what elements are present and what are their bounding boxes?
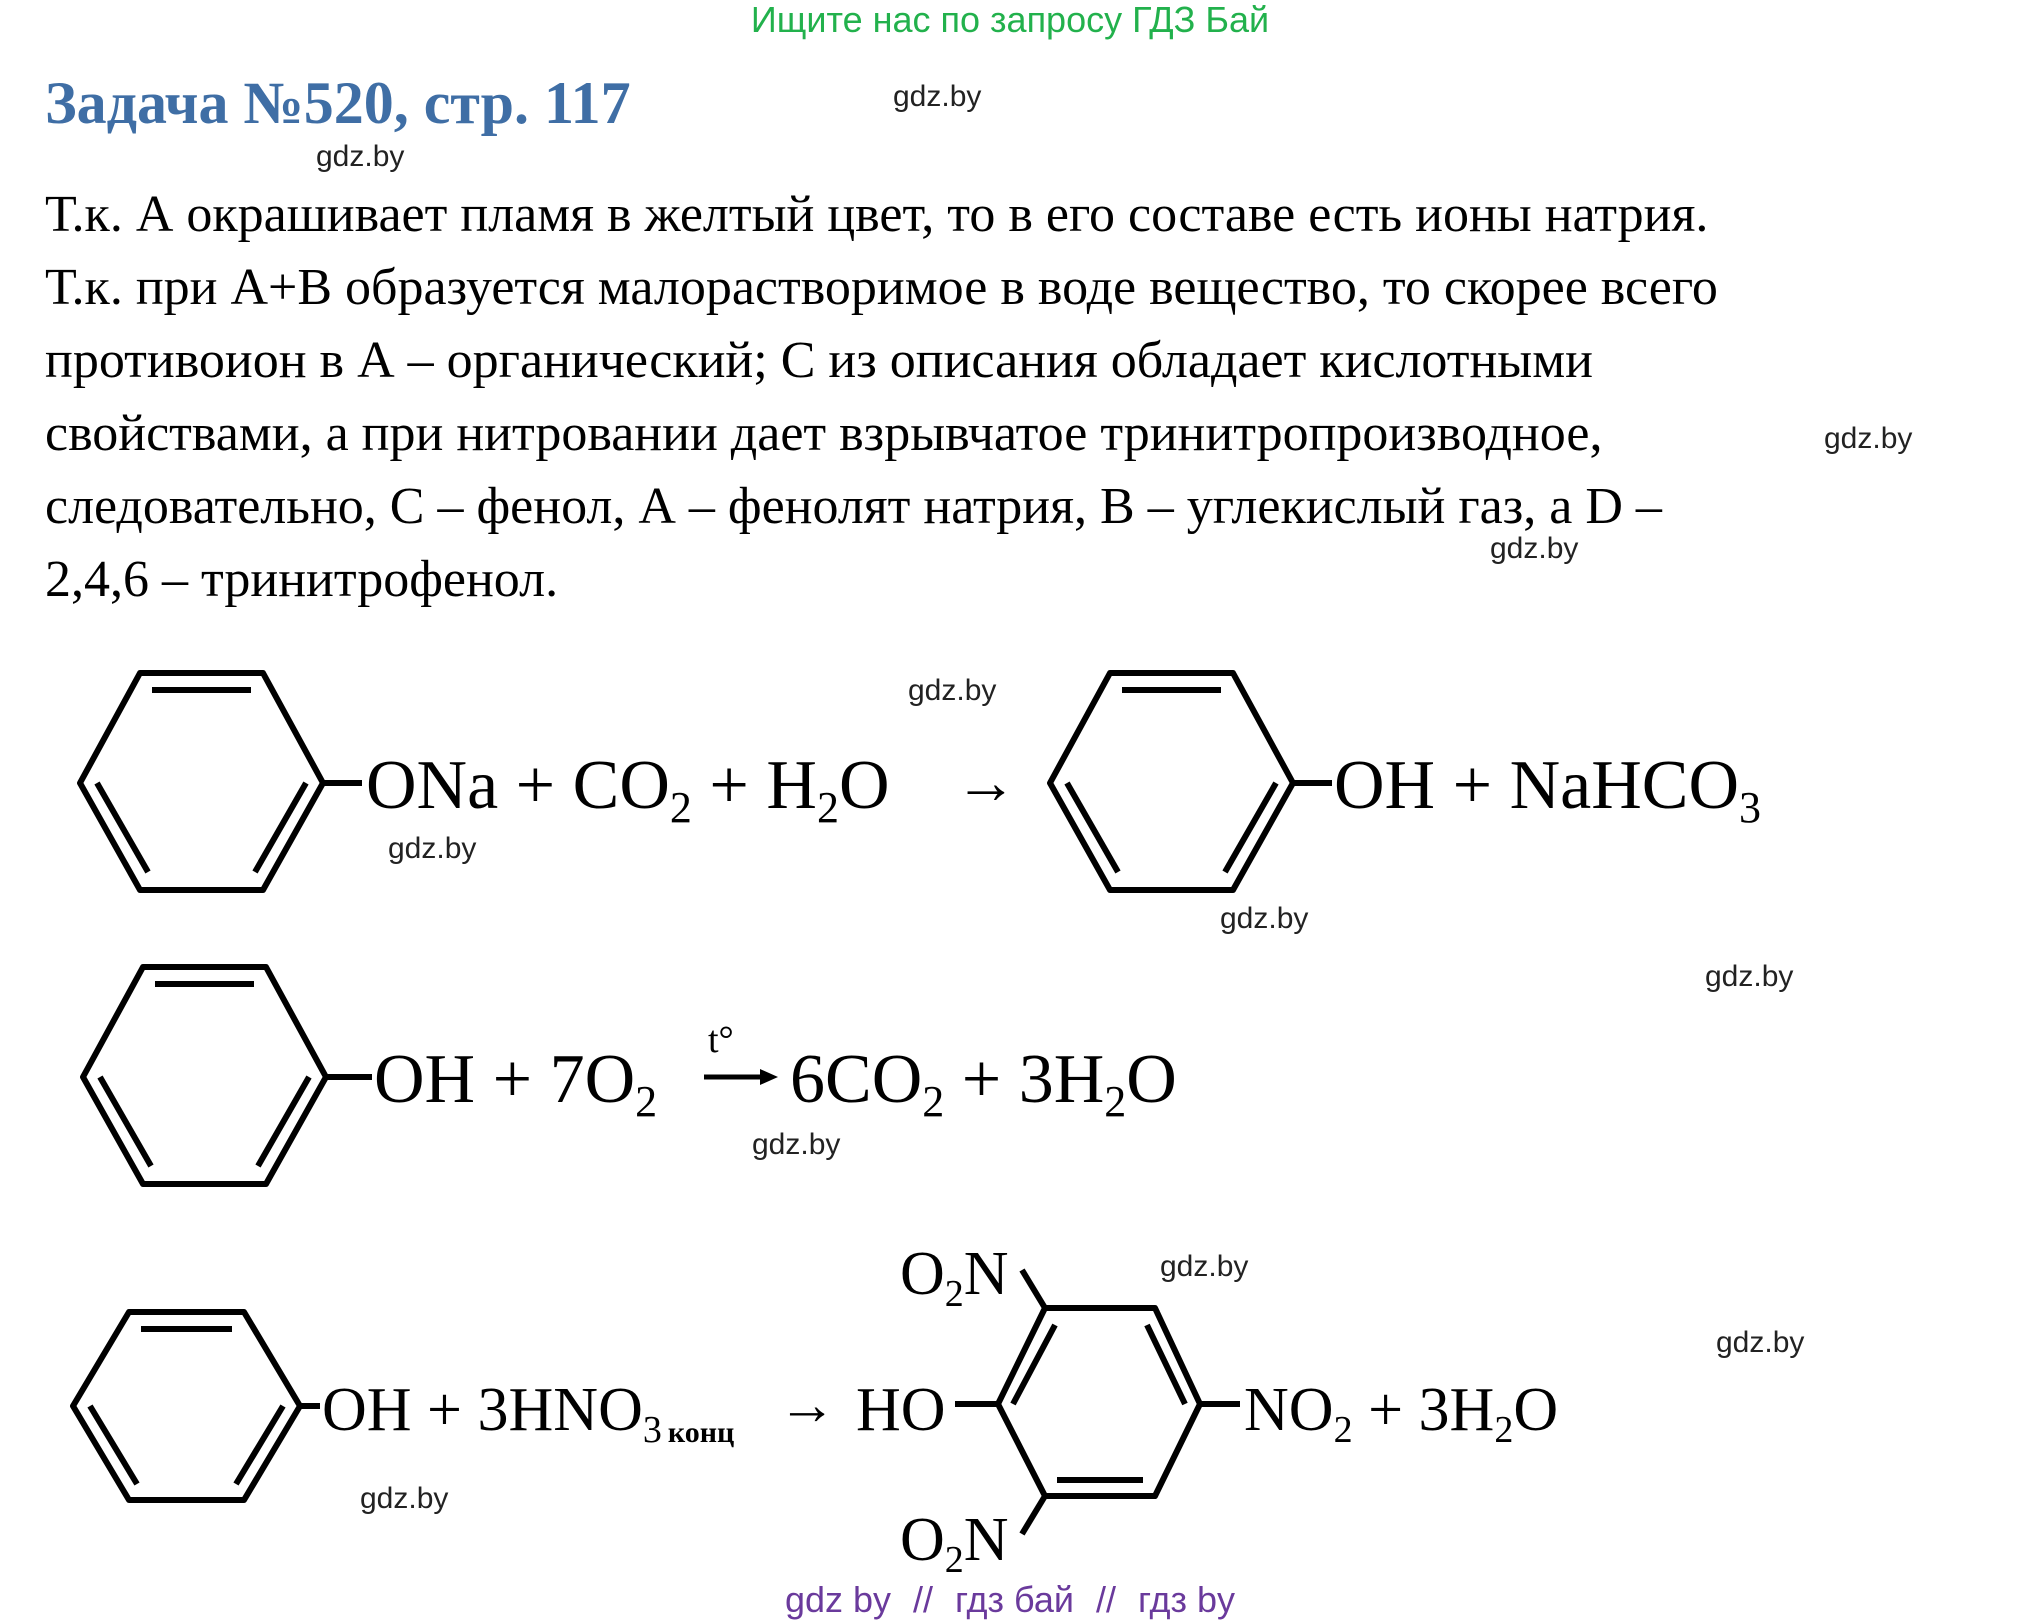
eq3-ho: HO bbox=[856, 1376, 946, 1444]
footer-separator: // bbox=[1095, 1579, 1116, 1620]
eq1-right: OH + NaHCO$_3$ bbox=[1334, 747, 1761, 832]
footer-links bbox=[0, 1580, 2020, 1620]
eq2-left: OH + $7O_2$ bbox=[374, 1041, 658, 1126]
eq3-o2n-bottom: O2N bbox=[900, 1506, 1009, 1581]
eq2-arrow bbox=[704, 1069, 778, 1085]
solution-line: следовательно, С – фенол, А – фенолят натрия, В – углекислый газ, а D – bbox=[45, 478, 1662, 535]
benzene-ring-icon bbox=[73, 1312, 320, 1500]
eq1-left: ONa + $CO_2 + H_2O$ bbox=[366, 747, 890, 832]
solution-line: свойствами, а при нитровании дает взрывчатое тринитропроизводное, bbox=[45, 405, 1603, 462]
eq3-o2n-top: O2N bbox=[900, 1240, 1009, 1315]
solution-line: 2,4,6 – тринитрофенол. bbox=[45, 551, 559, 608]
benzene-ring-icon bbox=[83, 967, 372, 1184]
eq2-condition: t° bbox=[708, 1019, 734, 1061]
solution-line: Т.к. А окрашивает пламя в желтый цвет, то в его составе есть ионы натрия. bbox=[45, 186, 1709, 243]
eq3-arrow: → bbox=[778, 1372, 836, 1437]
watermark: gdz.by bbox=[388, 832, 477, 865]
footer-link[interactable]: gdz by bbox=[784, 1579, 892, 1620]
watermark: gdz.by bbox=[316, 140, 405, 173]
eq2-right: $6CO_2 + 3H_2O$ bbox=[790, 1041, 1177, 1126]
watermark: gdz.by bbox=[1490, 532, 1579, 565]
watermark: gdz.by bbox=[360, 1482, 449, 1515]
watermark: gdz.by bbox=[893, 80, 982, 113]
watermark: gdz.by bbox=[1705, 960, 1794, 993]
benzene-ring-icon bbox=[1050, 673, 1332, 890]
footer-separator: // bbox=[913, 1579, 934, 1620]
footer-link[interactable]: гдз бай bbox=[955, 1579, 1074, 1620]
watermark: gdz.by bbox=[1716, 1326, 1805, 1359]
watermark: gdz.by bbox=[1824, 422, 1913, 455]
eq3-left: OH + 3HNO3 конц bbox=[322, 1376, 735, 1451]
eq1-arrow: → bbox=[955, 749, 1017, 817]
benzene-ring-icon bbox=[80, 673, 362, 890]
top-banner: Ищите нас по запросу ГДЗ Бай bbox=[750, 0, 1270, 40]
solution-line: Т.к. при А+В образуется малорастворимое в воде вещество, то скорее всего bbox=[45, 259, 1718, 316]
footer-link[interactable]: гдз by bbox=[1138, 1579, 1236, 1620]
watermark: gdz.by bbox=[1160, 1250, 1249, 1283]
eq3-right: NO2 + 3H2O bbox=[1244, 1376, 1559, 1451]
trinitrophenol-ring-icon bbox=[955, 1270, 1240, 1534]
solution-line: противоион в А – органический; С из описания обладает кислотными bbox=[45, 332, 1593, 389]
watermark: gdz.by bbox=[752, 1128, 841, 1161]
watermark: gdz.by bbox=[1220, 902, 1309, 935]
page-title: Задача №520, стр. 117 bbox=[45, 70, 631, 136]
watermark: gdz.by bbox=[908, 674, 997, 707]
